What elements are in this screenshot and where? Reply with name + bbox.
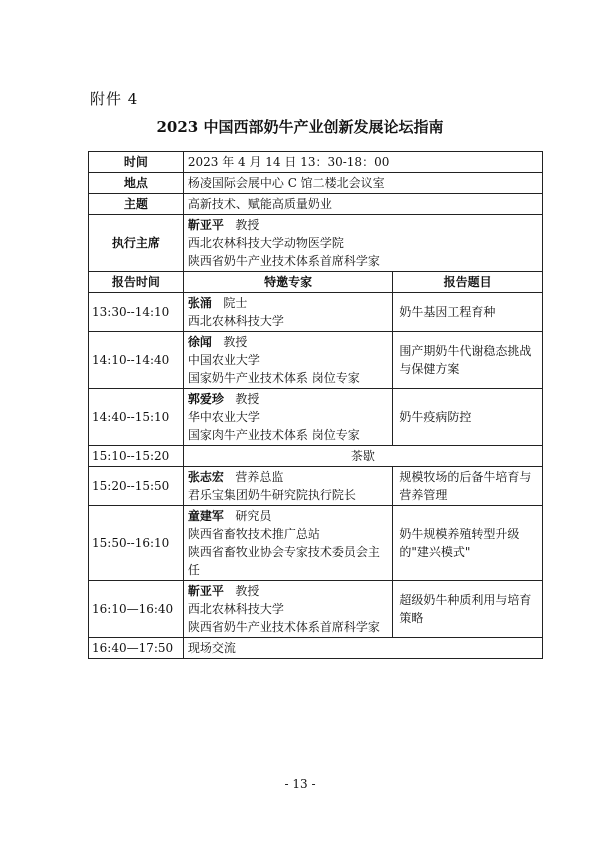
host-row	[89, 215, 543, 272]
expert-name: 靳亚平	[187, 584, 224, 598]
schedule-row	[89, 389, 543, 446]
talk-time: 15:50--16:10	[89, 506, 184, 581]
expert-name: 张涌	[187, 296, 212, 310]
expert-cell	[183, 389, 392, 446]
place-row	[89, 173, 543, 194]
expert-title: 研究员	[235, 509, 272, 523]
expert-title: 教授	[235, 584, 260, 598]
expert-name: 徐闻	[187, 335, 212, 349]
host-title: 教授	[235, 218, 260, 232]
expert-name: 张志宏	[187, 470, 224, 484]
expert-title: 营养总监	[235, 470, 284, 484]
talk-topic: 奶牛基因工程育种	[393, 293, 543, 332]
expert-affiliation: 西北农林科技大学	[187, 602, 284, 616]
forum-schedule-table	[88, 151, 543, 659]
talk-time: 13:30--14:10	[89, 293, 184, 332]
talk-time: 14:10--14:40	[89, 332, 184, 389]
expert-name: 郭爱珍	[187, 392, 224, 406]
exchange-label: 现场交流	[183, 638, 542, 659]
expert-title: 教授	[235, 392, 260, 406]
talk-topic: 超级奶牛种质利用与培育策略	[393, 581, 543, 638]
expert-affiliation: 国家肉牛产业技术体系 岗位专家	[187, 428, 360, 442]
exchange-row	[89, 638, 543, 659]
talk-topic: 围产期奶牛代谢稳态挑战与保健方案	[393, 332, 543, 389]
schedule-row	[89, 293, 543, 332]
host-affiliation: 西北农林科技大学动物医学院	[187, 236, 344, 250]
host-label: 执行主席	[89, 215, 184, 272]
exchange-time: 16:40—17:50	[89, 638, 184, 659]
expert-affiliation: 中国农业大学	[187, 353, 260, 367]
schedule-row	[89, 581, 543, 638]
host-affiliation: 陕西省奶牛产业技术体系首席科学家	[187, 254, 380, 268]
theme-label: 主题	[89, 194, 184, 215]
talk-topic: 奶牛规模养殖转型升级的"建兴模式"	[393, 506, 543, 581]
talk-time: 14:40--15:10	[89, 389, 184, 446]
theme-value: 高新技术、赋能高质量奶业	[183, 194, 542, 215]
time-row	[89, 152, 543, 173]
expert-affiliation: 陕西省奶牛产业技术体系首席科学家	[187, 620, 380, 634]
expert-affiliation: 陕西省畜牧技术推广总站	[187, 527, 320, 541]
expert-name: 童建军	[187, 509, 224, 523]
expert-affiliation: 国家奶牛产业技术体系 岗位专家	[187, 371, 360, 385]
expert-cell	[183, 293, 392, 332]
header-time: 报告时间	[89, 272, 184, 293]
page-number: - 13 -	[284, 777, 316, 791]
expert-cell	[183, 506, 392, 581]
expert-cell	[183, 581, 392, 638]
talk-time: 16:10—16:40	[89, 581, 184, 638]
expert-affiliation: 陕西省畜牧业协会专家技术委员会主任	[187, 545, 380, 577]
time-value: 2023 年 4 月 14 日 13：30-18：00	[183, 152, 542, 173]
talk-topic: 规模牧场的后备牛培育与营养管理	[393, 467, 543, 506]
time-label: 时间	[89, 152, 184, 173]
expert-cell	[183, 332, 392, 389]
expert-title: 教授	[223, 335, 248, 349]
schedule-row	[89, 467, 543, 506]
schedule-header-row	[89, 272, 543, 293]
host-cell	[183, 215, 542, 272]
place-value: 杨凌国际会展中心 C 馆二楼北会议室	[183, 173, 542, 194]
expert-cell	[183, 467, 392, 506]
header-topic: 报告题目	[393, 272, 543, 293]
expert-affiliation: 西北农林科技大学	[187, 314, 284, 328]
break-row	[89, 446, 543, 467]
break-label: 茶歇	[183, 446, 542, 467]
header-expert: 特邀专家	[183, 272, 392, 293]
document-title: 2023 中国西部奶牛产业创新发展论坛指南	[156, 118, 444, 136]
place-label: 地点	[89, 173, 184, 194]
expert-affiliation: 华中农业大学	[187, 410, 260, 424]
attachment-label: 附件 4	[90, 90, 139, 108]
expert-title: 院士	[223, 296, 248, 310]
schedule-row	[89, 506, 543, 581]
expert-affiliation: 君乐宝集团奶牛研究院执行院长	[187, 488, 356, 502]
break-time: 15:10--15:20	[89, 446, 184, 467]
schedule-row	[89, 332, 543, 389]
host-name: 靳亚平	[187, 218, 224, 232]
talk-time: 15:20--15:50	[89, 467, 184, 506]
talk-topic: 奶牛疫病防控	[393, 389, 543, 446]
theme-row	[89, 194, 543, 215]
